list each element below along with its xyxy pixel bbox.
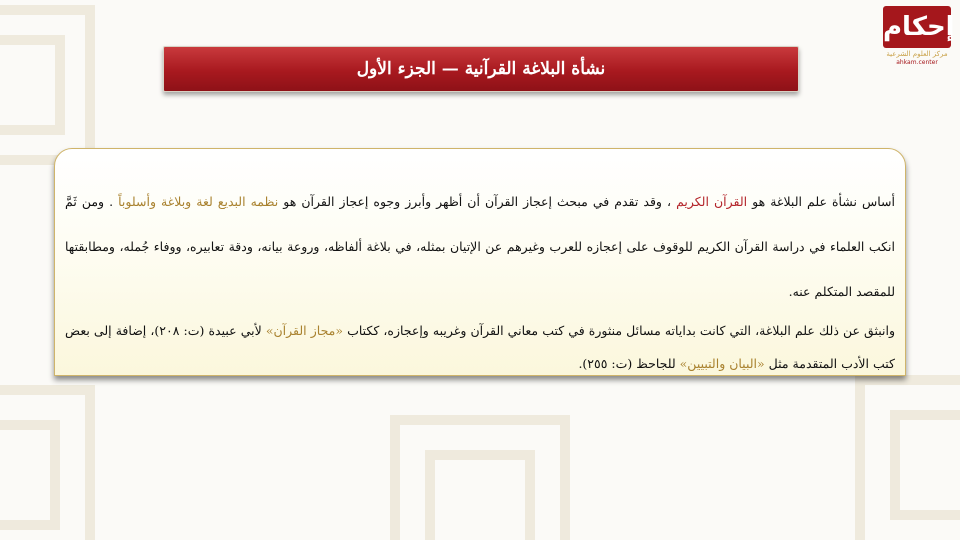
logo-site: ahkam.center bbox=[896, 59, 938, 66]
content-box bbox=[54, 148, 906, 376]
logo-subtitle: مركز العلوم الشرعية bbox=[886, 50, 948, 58]
paragraph-development bbox=[65, 314, 895, 380]
text-span: أساس نشأة علم البلاغة هو bbox=[747, 194, 895, 209]
logo-mark: إحكام bbox=[883, 6, 951, 48]
text-span: لأبي عبيدة (ت: ٢٠٨)، إضافة إلى بعض كتب الأدب المتقدمة مثل bbox=[65, 323, 895, 371]
text-span: . ومن ثَمَّ انكب العلماء في دراسة القرآن الكريم للوقوف على إعجازه للعرب وغيرهم عن الإتيان بمثله، في بلاغة ألفاظه، وروعة بيانه، ودقة تعابيره، ووفاء جُمله، ومطابقتها للمقصد المتكلم عنه. bbox=[65, 194, 895, 299]
logo bbox=[882, 6, 955, 72]
highlight-bayan-book: «البيان والتبيين» bbox=[679, 356, 765, 371]
text-span: للجاحظ (ت: ٢٥٥). bbox=[578, 356, 680, 371]
text-span: وانبثق عن ذلك علم البلاغة، التي كانت بداياته مسائل منثورة في كتب معاني القرآن وغريبه وإعجازه، ككتاب bbox=[342, 323, 895, 338]
page-title: نشأة البلاغة القرآنية — الجزء الأول bbox=[356, 59, 606, 79]
paragraph-origin bbox=[65, 179, 895, 314]
text-span: ، وقد تقدم في مبحث إعجاز القرآن أن أظهر وأبرز وجوه إعجاز القرآن هو bbox=[278, 194, 677, 209]
highlight-nazm: نظمه البديع لغة وبلاغة وأسلوباً bbox=[118, 194, 279, 209]
highlight-quran: القرآن الكريم bbox=[676, 194, 748, 209]
highlight-majaz-book: «مجاز القرآن» bbox=[265, 323, 343, 338]
title-bar bbox=[163, 46, 799, 92]
